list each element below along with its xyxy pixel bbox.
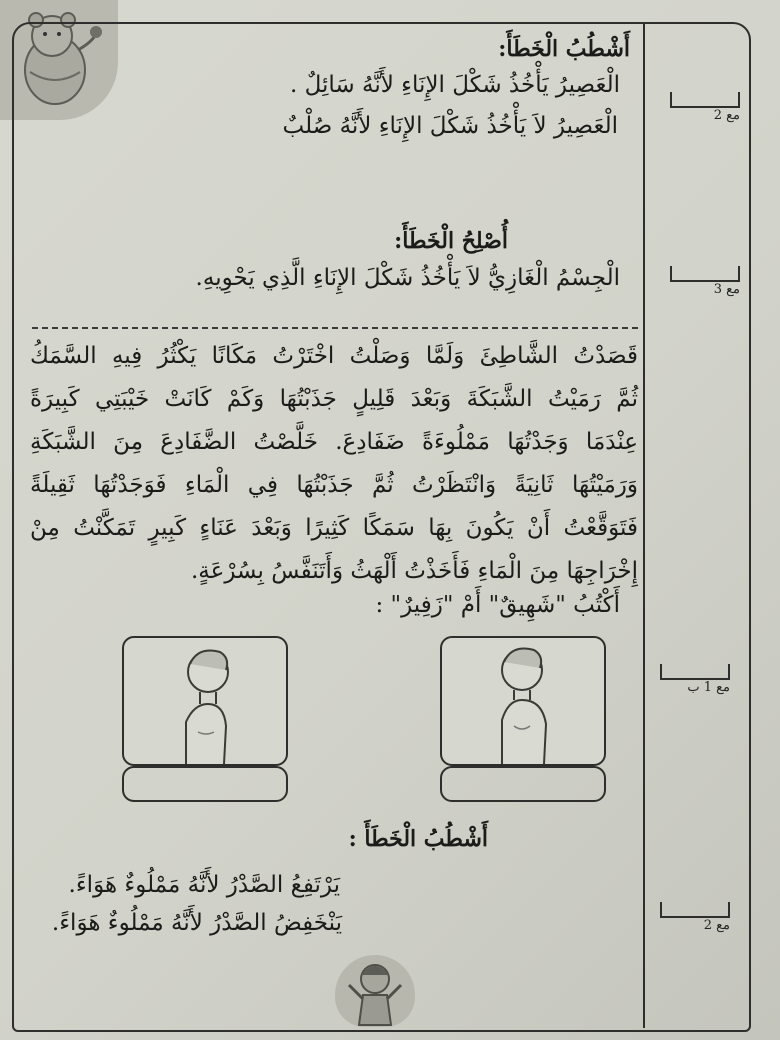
story-line-2: ثُمَّ رَمَيْتُ الشَّبَكَةَ وَبَعْدَ قَلِيلٍ جَذَبْتُهَا وَكَمْ كَانَتْ خَيْبَتِي كَبِيرَةً xyxy=(30,386,638,412)
exhale-answer-box[interactable] xyxy=(122,766,288,802)
q4-statement-2[interactable]: يَنْخَفِضُ الصَّدْرُ لأَنَّهُ مَمْلُوءٌ هَوَاءً. xyxy=(51,910,342,936)
story-line-3: عِنْدَمَا وَجَدْتُهَا مَمْلُوءَةً ضَفَادِعَ. خَلَّصْتُ الضَّفَادِعَ مِنَ الشَّبَكَةِ xyxy=(30,429,638,455)
q1-statement-1[interactable]: الْعَصِيرُ يَأْخُذُ شَكْلَ الإِنَاءِ لأَنَّهُ سَائِلٌ . xyxy=(289,72,620,98)
story-line-5: فَتَوَقَّعْتُ أَنْ يَكُونَ بِهَا سَمَكًا كَثِيرًا وَبَعْدَ عَنَاءٍ كَبِيرٍ تَمَكَّنْتُ مِنْ xyxy=(30,515,638,541)
story-line-1: قَصَدْتُ الشَّاطِئَ وَلَمَّا وَصَلْتُ اخْتَرْتُ مَكَانًا يَكْثُرُ فِيهِ السَّمَكُ xyxy=(30,343,638,369)
q2-score-box xyxy=(670,266,740,296)
q3-score-box xyxy=(660,664,730,694)
inhale-illustration xyxy=(440,636,606,766)
q4-heading: أَشْطُبُ الْخَطَأَ : xyxy=(348,826,488,852)
dora-sticker xyxy=(335,955,415,1027)
story-paragraph xyxy=(30,335,638,593)
q3-score-bracket xyxy=(660,664,730,680)
q2-score-label: مع 3 xyxy=(713,282,740,297)
q1-heading: أَشْطُبُ الْخَطَأَ: xyxy=(498,36,630,62)
score-column-divider xyxy=(643,24,645,1028)
q2-heading: أُصْلِحُ الْخَطَأَ: xyxy=(394,228,508,254)
q4-score-label: مع 2 xyxy=(703,918,730,933)
exhale-illustration xyxy=(122,636,288,766)
q4-score-box xyxy=(660,902,730,932)
q3-instruction: أَكْتُبُ "شَهِيقٌ" أَمْ "زَفِيرٌ" : xyxy=(375,592,620,618)
story-line-6: إِخْرَاجِهَا مِنَ الْمَاءِ فَأَخَذْتُ أَلْهَثُ وَأَتَنَفَّسُ بِسُرْعَةٍ. xyxy=(190,558,638,584)
q1-statement-2[interactable]: الْعَصِيرُ لاَ يَأْخُذُ شَكْلَ الإِنَاءِ لأَنَّهُ صُلْبٌ xyxy=(282,113,618,139)
q1-score-box xyxy=(670,92,740,122)
section-separator xyxy=(32,327,638,329)
q3-score-label: مع 1 ب xyxy=(687,680,730,695)
q4-statement-1[interactable]: يَرْتَفِعُ الصَّدْرُ لأَنَّهُ مَمْلُوءٌ هَوَاءً. xyxy=(68,872,340,898)
inhale-answer-box[interactable] xyxy=(440,766,606,802)
q1-score-label: مع 2 xyxy=(713,108,740,123)
q2-score-bracket xyxy=(670,266,740,282)
q2-statement[interactable]: الْجِسْمُ الْغَازِيُّ لاَ يَأْخُذُ شَكْلَ الإِنَاءِ الَّذِي يَحْوِيهِ. xyxy=(195,265,620,291)
q4-score-bracket xyxy=(660,902,730,918)
story-line-4: وَرَمَيْتُهَا ثَانِيَةً وَانْتَظَرْتُ ثُمَّ جَذَبْتُهَا فِي الْمَاءِ فَوَجَدْتُهَا ثَقِيلَةً xyxy=(30,472,638,498)
q1-score-bracket xyxy=(670,92,740,108)
